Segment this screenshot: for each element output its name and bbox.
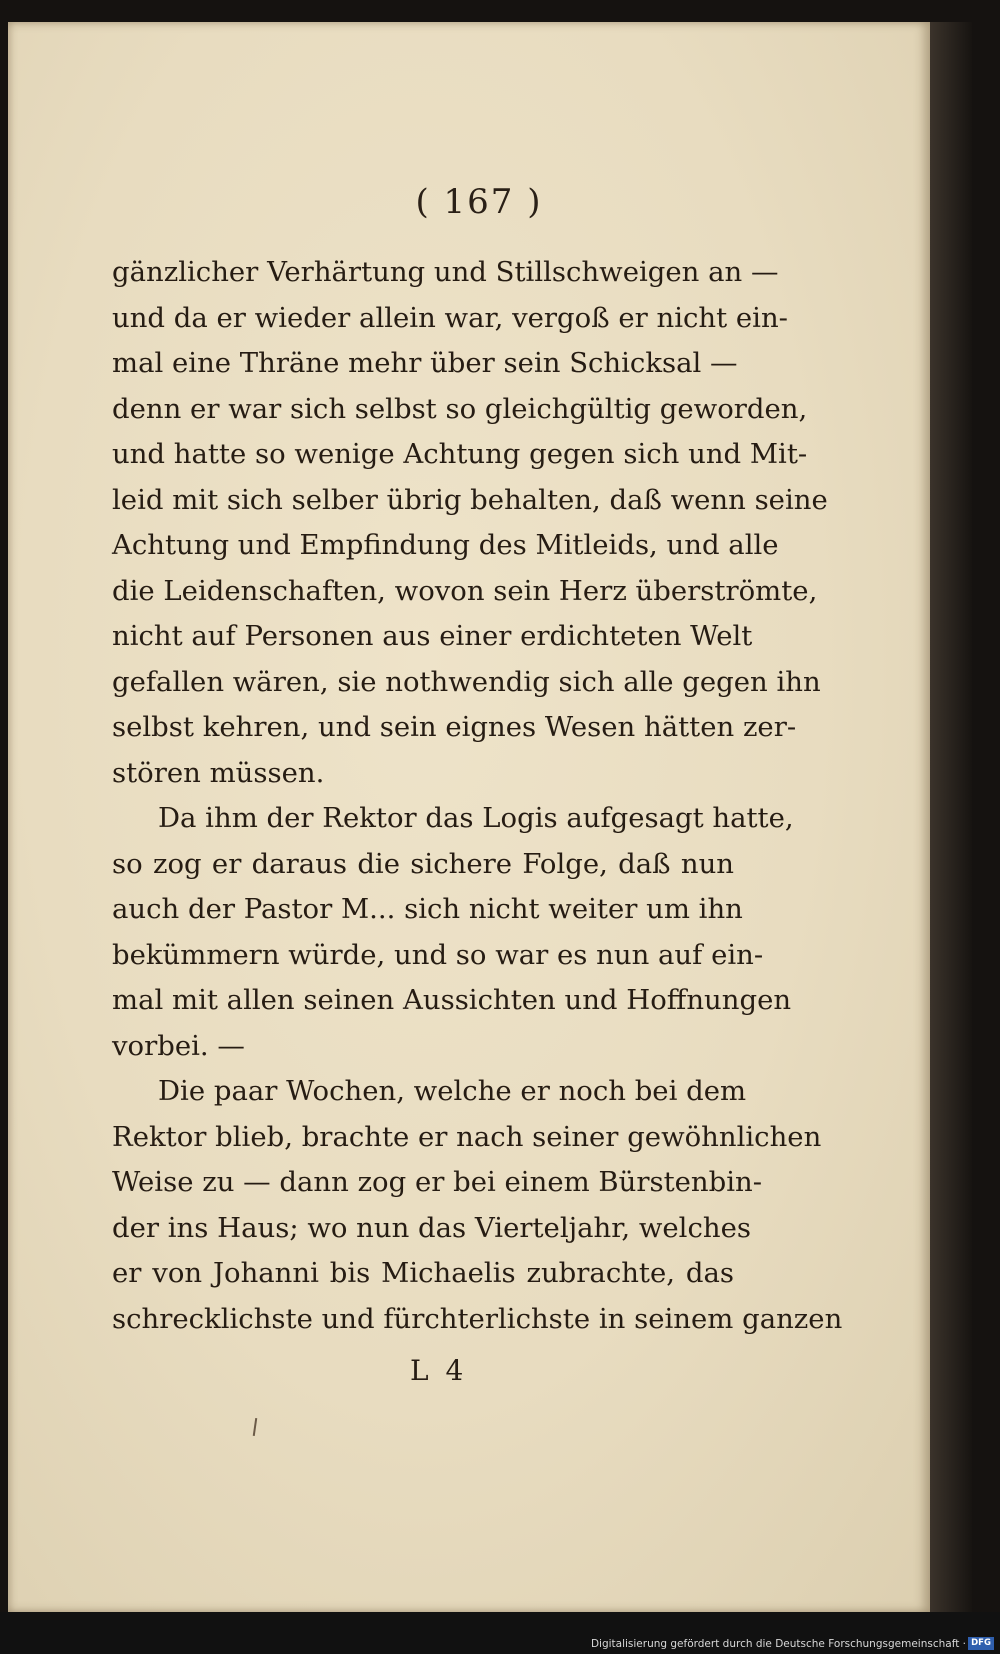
text-line: denn er war sich selbst so gleichgültig geworden, [112, 392, 808, 425]
text-line: selbst kehren, und sein eignes Wesen hätten zer- [112, 711, 797, 743]
text-line: und da er wieder allein war, vergoß er nicht ein- [112, 301, 788, 334]
text-line: der ins Haus; wo nun das Vierteljahr, welches [112, 1211, 751, 1244]
body-text [112, 250, 843, 1342]
text-line: nicht auf Personen aus einer erdichteten Welt [112, 620, 753, 652]
text-line: die Leidenschaften, wovon sein Herz überströmte, [112, 574, 818, 607]
text-line: Rektor blieb, brachte er nach seiner gewöhnlichen [112, 1120, 822, 1153]
text-line: gefallen wären, sie nothwendig sich alle gegen ihn [112, 665, 821, 698]
book-page [8, 22, 930, 1612]
paragraph-start-line: Die paar Wochen, welche er noch bei dem [158, 1075, 747, 1107]
paragraph-start-line: Da ihm der Rektor das Logis aufgesagt hatte, [158, 802, 794, 834]
text-line: gänzlicher Verhärtung und Stillschweigen an — [112, 256, 779, 288]
text-line: bekümmern würde, und so war es nun auf ein- [112, 938, 764, 971]
text-line: Achtung und Empfindung des Mitleids, und alle [112, 529, 779, 561]
book-edge-shadow [930, 22, 972, 1612]
page-number-header: ( 167 ) [415, 182, 543, 222]
text-line: und hatte so wenige Achtung gegen sich und Mit- [112, 438, 808, 470]
text-line: so zog er daraus die sichere Folge, daß nun [112, 847, 734, 880]
text-line: leid mit sich selber übrig behalten, daß wenn seine [112, 483, 828, 516]
text-line: schrecklichste und fürchterlichste in seinem ganzen [112, 1302, 843, 1335]
signature-mark: L 4 [410, 1354, 468, 1387]
dfg-logo: DFG [968, 1637, 994, 1650]
text-line: mal mit allen seinen Aussichten und Hoffnungen [112, 984, 792, 1016]
text-line: er von Johanni bis Michaelis zubrachte, das [112, 1257, 734, 1289]
digitization-credit: Digitalisierung gefördert durch die Deutsche Forschungsgemeinschaft · [590, 1638, 966, 1650]
text-line: auch der Pastor M... sich nicht weiter um ihn [112, 893, 743, 925]
text-line: Weise zu — dann zog er bei einem Bürstenbin- [112, 1166, 763, 1198]
text-line: stören müssen. [112, 756, 325, 789]
text-line: mal eine Thräne mehr über sein Schicksal — [112, 347, 738, 379]
text-line: vorbei. — [112, 1029, 245, 1062]
